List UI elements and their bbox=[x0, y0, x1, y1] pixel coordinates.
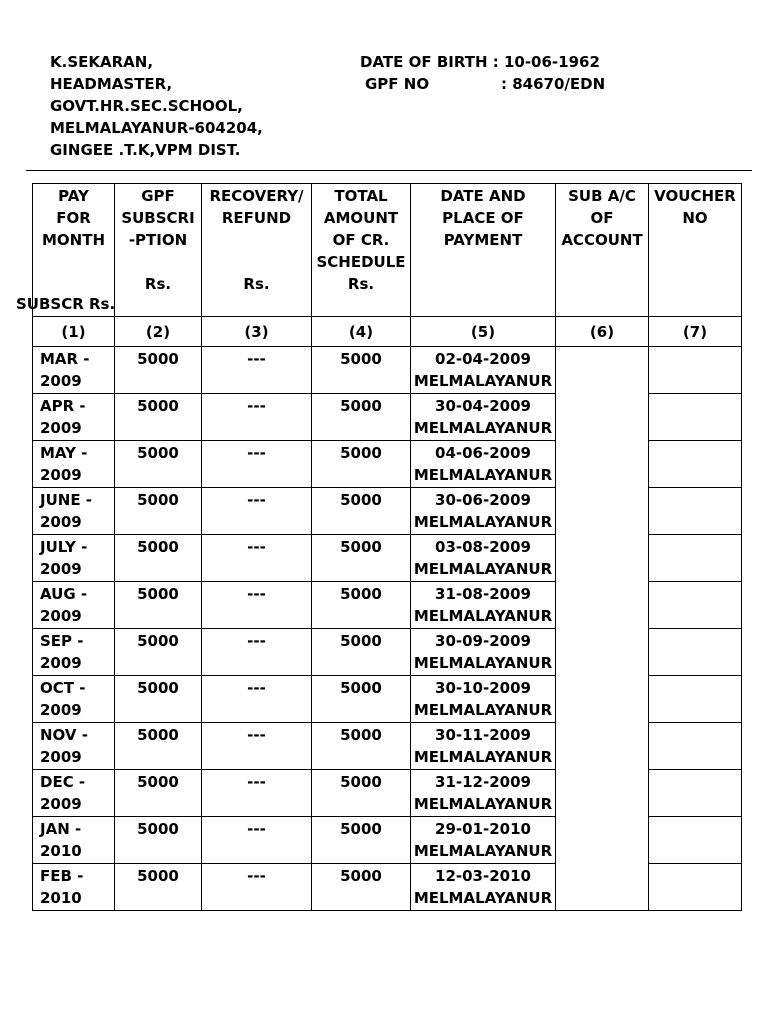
header-line: PLACE OF bbox=[442, 209, 524, 227]
month-line: MAR - bbox=[40, 350, 90, 368]
payment-date: 30-10-2009 bbox=[435, 679, 531, 697]
cell-voucher-no bbox=[649, 864, 742, 911]
gpf-label: GPF NO bbox=[365, 75, 430, 93]
header-line: PAYMENT bbox=[443, 231, 523, 249]
payment-date: 31-12-2009 bbox=[435, 773, 531, 791]
employee-address-block bbox=[50, 51, 263, 161]
column-number: (2) bbox=[115, 317, 202, 347]
cell-total: 5000 bbox=[312, 535, 411, 582]
cell-month bbox=[33, 535, 115, 582]
payment-date: 30-06-2009 bbox=[435, 491, 531, 509]
cell-month bbox=[33, 723, 115, 770]
cell-total: 5000 bbox=[312, 770, 411, 817]
header-total-amount bbox=[312, 184, 411, 317]
month-line: SEP - bbox=[40, 632, 84, 650]
month-line: 2009 bbox=[40, 607, 82, 625]
cell-date-place bbox=[411, 441, 556, 488]
employee-designation: HEADMASTER, bbox=[50, 75, 173, 93]
header-date-place bbox=[411, 184, 556, 317]
month-line: MAY - bbox=[40, 444, 88, 462]
header-line: Rs. bbox=[144, 275, 172, 293]
cell-date-place bbox=[411, 488, 556, 535]
dob-row bbox=[360, 51, 605, 73]
header-line: FOR bbox=[56, 209, 91, 227]
cell-recovery: --- bbox=[202, 770, 312, 817]
month-line: OCT - bbox=[40, 679, 86, 697]
cell-date-place bbox=[411, 676, 556, 723]
cell-total: 5000 bbox=[312, 394, 411, 441]
cell-gpf: 5000 bbox=[115, 535, 202, 582]
table-header-row bbox=[33, 184, 742, 317]
cell-recovery: --- bbox=[202, 535, 312, 582]
header-line: TOTAL bbox=[334, 187, 388, 205]
column-number-row bbox=[33, 317, 742, 347]
month-line: 2009 bbox=[40, 372, 82, 390]
header-line bbox=[202, 251, 311, 273]
payment-place: MELMALAYANUR bbox=[413, 560, 553, 578]
header-sub-account bbox=[556, 184, 649, 317]
payment-place: MELMALAYANUR bbox=[413, 748, 553, 766]
payment-place: MELMALAYANUR bbox=[413, 607, 553, 625]
cell-gpf: 5000 bbox=[115, 441, 202, 488]
header-line: MONTH bbox=[41, 231, 106, 249]
month-line: JULY - bbox=[40, 538, 88, 556]
header-recovery-refund bbox=[202, 184, 312, 317]
month-line: 2010 bbox=[40, 889, 82, 907]
cell-recovery: --- bbox=[202, 582, 312, 629]
cell-date-place bbox=[411, 535, 556, 582]
cell-month bbox=[33, 582, 115, 629]
column-number: (7) bbox=[649, 317, 742, 347]
month-line: JAN - bbox=[40, 820, 82, 838]
gpf-ledger-table bbox=[32, 183, 742, 911]
cell-recovery: --- bbox=[202, 347, 312, 394]
header-line: OF bbox=[590, 209, 614, 227]
payment-place: MELMALAYANUR bbox=[413, 372, 553, 390]
cell-voucher-no bbox=[649, 582, 742, 629]
cell-voucher-no bbox=[649, 723, 742, 770]
cell-total: 5000 bbox=[312, 347, 411, 394]
header-line: OF CR. bbox=[332, 231, 390, 249]
month-line: AUG - bbox=[40, 585, 88, 603]
payment-date: 30-04-2009 bbox=[435, 397, 531, 415]
month-line: 2009 bbox=[40, 513, 82, 531]
header-line: -PTION bbox=[128, 231, 188, 249]
payment-place: MELMALAYANUR bbox=[413, 701, 553, 719]
cell-sub-account bbox=[556, 347, 649, 911]
cell-month bbox=[33, 864, 115, 911]
cell-date-place bbox=[411, 770, 556, 817]
cell-month bbox=[33, 629, 115, 676]
cell-total: 5000 bbox=[312, 441, 411, 488]
cell-date-place bbox=[411, 723, 556, 770]
cell-date-place bbox=[411, 629, 556, 676]
header-line: Rs. bbox=[347, 275, 375, 293]
header-line: SCHEDULE bbox=[316, 253, 406, 271]
month-line: 2009 bbox=[40, 701, 82, 719]
column-number: (6) bbox=[556, 317, 649, 347]
cell-gpf: 5000 bbox=[115, 817, 202, 864]
cell-month bbox=[33, 676, 115, 723]
month-line: APR - bbox=[40, 397, 86, 415]
cell-recovery: --- bbox=[202, 629, 312, 676]
gpf-value: : 84670/EDN bbox=[501, 75, 606, 93]
cell-total: 5000 bbox=[312, 676, 411, 723]
header-line: VOUCHER bbox=[654, 187, 736, 205]
payment-place: MELMALAYANUR bbox=[413, 889, 553, 907]
cell-voucher-no bbox=[649, 676, 742, 723]
payment-date: 30-11-2009 bbox=[435, 726, 531, 744]
employee-school: GOVT.HR.SEC.SCHOOL, bbox=[50, 97, 243, 115]
cell-month bbox=[33, 488, 115, 535]
cell-recovery: --- bbox=[202, 723, 312, 770]
cell-date-place bbox=[411, 582, 556, 629]
header-line bbox=[202, 229, 311, 251]
cell-recovery: --- bbox=[202, 394, 312, 441]
cell-total: 5000 bbox=[312, 817, 411, 864]
month-line: 2010 bbox=[40, 842, 82, 860]
payment-place: MELMALAYANUR bbox=[413, 513, 553, 531]
cell-recovery: --- bbox=[202, 817, 312, 864]
cell-date-place bbox=[411, 394, 556, 441]
employee-name: K.SEKARAN, bbox=[50, 53, 154, 71]
cell-gpf: 5000 bbox=[115, 723, 202, 770]
cell-gpf: 5000 bbox=[115, 629, 202, 676]
column-number: (5) bbox=[411, 317, 556, 347]
payment-date: 04-06-2009 bbox=[435, 444, 531, 462]
cell-recovery: --- bbox=[202, 488, 312, 535]
month-line: JUNE - bbox=[40, 491, 93, 509]
column-number: (1) bbox=[33, 317, 115, 347]
header-line: SUB A/C bbox=[568, 187, 636, 205]
month-line: FEB - bbox=[40, 867, 84, 885]
cell-gpf: 5000 bbox=[115, 488, 202, 535]
cell-voucher-no bbox=[649, 817, 742, 864]
cell-month bbox=[33, 770, 115, 817]
payment-date: 12-03-2010 bbox=[435, 867, 531, 885]
cell-date-place bbox=[411, 347, 556, 394]
subscr-label: SUBSCR Rs. bbox=[16, 295, 116, 313]
header-line: SUBSCRI bbox=[121, 209, 195, 227]
cell-date-place bbox=[411, 864, 556, 911]
column-number: (4) bbox=[312, 317, 411, 347]
cell-voucher-no bbox=[649, 629, 742, 676]
month-line: 2009 bbox=[40, 419, 82, 437]
payment-date: 30-09-2009 bbox=[435, 632, 531, 650]
cell-month bbox=[33, 817, 115, 864]
cell-voucher-no bbox=[649, 394, 742, 441]
cell-date-place bbox=[411, 817, 556, 864]
gpf-row bbox=[360, 73, 605, 95]
month-line: NOV - bbox=[40, 726, 88, 744]
cell-voucher-no bbox=[649, 535, 742, 582]
cell-total: 5000 bbox=[312, 629, 411, 676]
payment-place: MELMALAYANUR bbox=[413, 654, 553, 672]
cell-gpf: 5000 bbox=[115, 676, 202, 723]
cell-gpf: 5000 bbox=[115, 582, 202, 629]
employee-id-block bbox=[360, 51, 605, 95]
cell-month bbox=[33, 441, 115, 488]
payment-place: MELMALAYANUR bbox=[413, 419, 553, 437]
header-line: DATE AND bbox=[440, 187, 526, 205]
header-line: ACCOUNT bbox=[561, 231, 643, 249]
employee-place: MELMALAYANUR-604204, bbox=[50, 119, 263, 137]
cell-total: 5000 bbox=[312, 488, 411, 535]
cell-voucher-no bbox=[649, 488, 742, 535]
cell-voucher-no bbox=[649, 347, 742, 394]
month-line: 2009 bbox=[40, 466, 82, 484]
payment-date: 31-08-2009 bbox=[435, 585, 531, 603]
cell-month bbox=[33, 394, 115, 441]
dob-value: 10-06-1962 bbox=[503, 53, 600, 71]
cell-gpf: 5000 bbox=[115, 770, 202, 817]
header-line: REFUND bbox=[221, 209, 292, 227]
header-line: NO bbox=[682, 209, 708, 227]
dob-label: DATE OF BIRTH : bbox=[360, 53, 499, 71]
cell-recovery: --- bbox=[202, 676, 312, 723]
header-gpf-subscription bbox=[115, 184, 202, 317]
cell-total: 5000 bbox=[312, 582, 411, 629]
cell-recovery: --- bbox=[202, 441, 312, 488]
cell-gpf: 5000 bbox=[115, 394, 202, 441]
cell-gpf: 5000 bbox=[115, 347, 202, 394]
header-line bbox=[115, 251, 201, 273]
header-line: Rs. bbox=[243, 275, 270, 293]
header-line: PAY bbox=[58, 187, 89, 205]
month-line: DEC - bbox=[40, 773, 86, 791]
cell-total: 5000 bbox=[312, 723, 411, 770]
employee-district: GINGEE .T.K,VPM DIST. bbox=[50, 141, 241, 159]
cell-recovery: --- bbox=[202, 864, 312, 911]
header-voucher-no bbox=[649, 184, 742, 317]
cell-month bbox=[33, 347, 115, 394]
payment-date: 02-04-2009 bbox=[435, 350, 531, 368]
cell-voucher-no bbox=[649, 770, 742, 817]
month-line: 2009 bbox=[40, 560, 82, 578]
header-line: RECOVERY/ bbox=[209, 187, 304, 205]
table-row bbox=[33, 347, 742, 394]
column-number: (3) bbox=[202, 317, 312, 347]
header-line: GPF bbox=[141, 187, 175, 205]
cell-voucher-no bbox=[649, 441, 742, 488]
payment-date: 29-01-2010 bbox=[435, 820, 531, 838]
payment-place: MELMALAYANUR bbox=[413, 795, 553, 813]
header-divider bbox=[26, 170, 752, 171]
month-line: 2009 bbox=[40, 748, 82, 766]
payment-place: MELMALAYANUR bbox=[413, 842, 553, 860]
month-line: 2009 bbox=[40, 795, 82, 813]
cell-gpf: 5000 bbox=[115, 864, 202, 911]
header-line: AMOUNT bbox=[323, 209, 399, 227]
month-line: 2009 bbox=[40, 654, 82, 672]
payment-date: 03-08-2009 bbox=[435, 538, 531, 556]
payment-place: MELMALAYANUR bbox=[413, 466, 553, 484]
cell-total: 5000 bbox=[312, 864, 411, 911]
